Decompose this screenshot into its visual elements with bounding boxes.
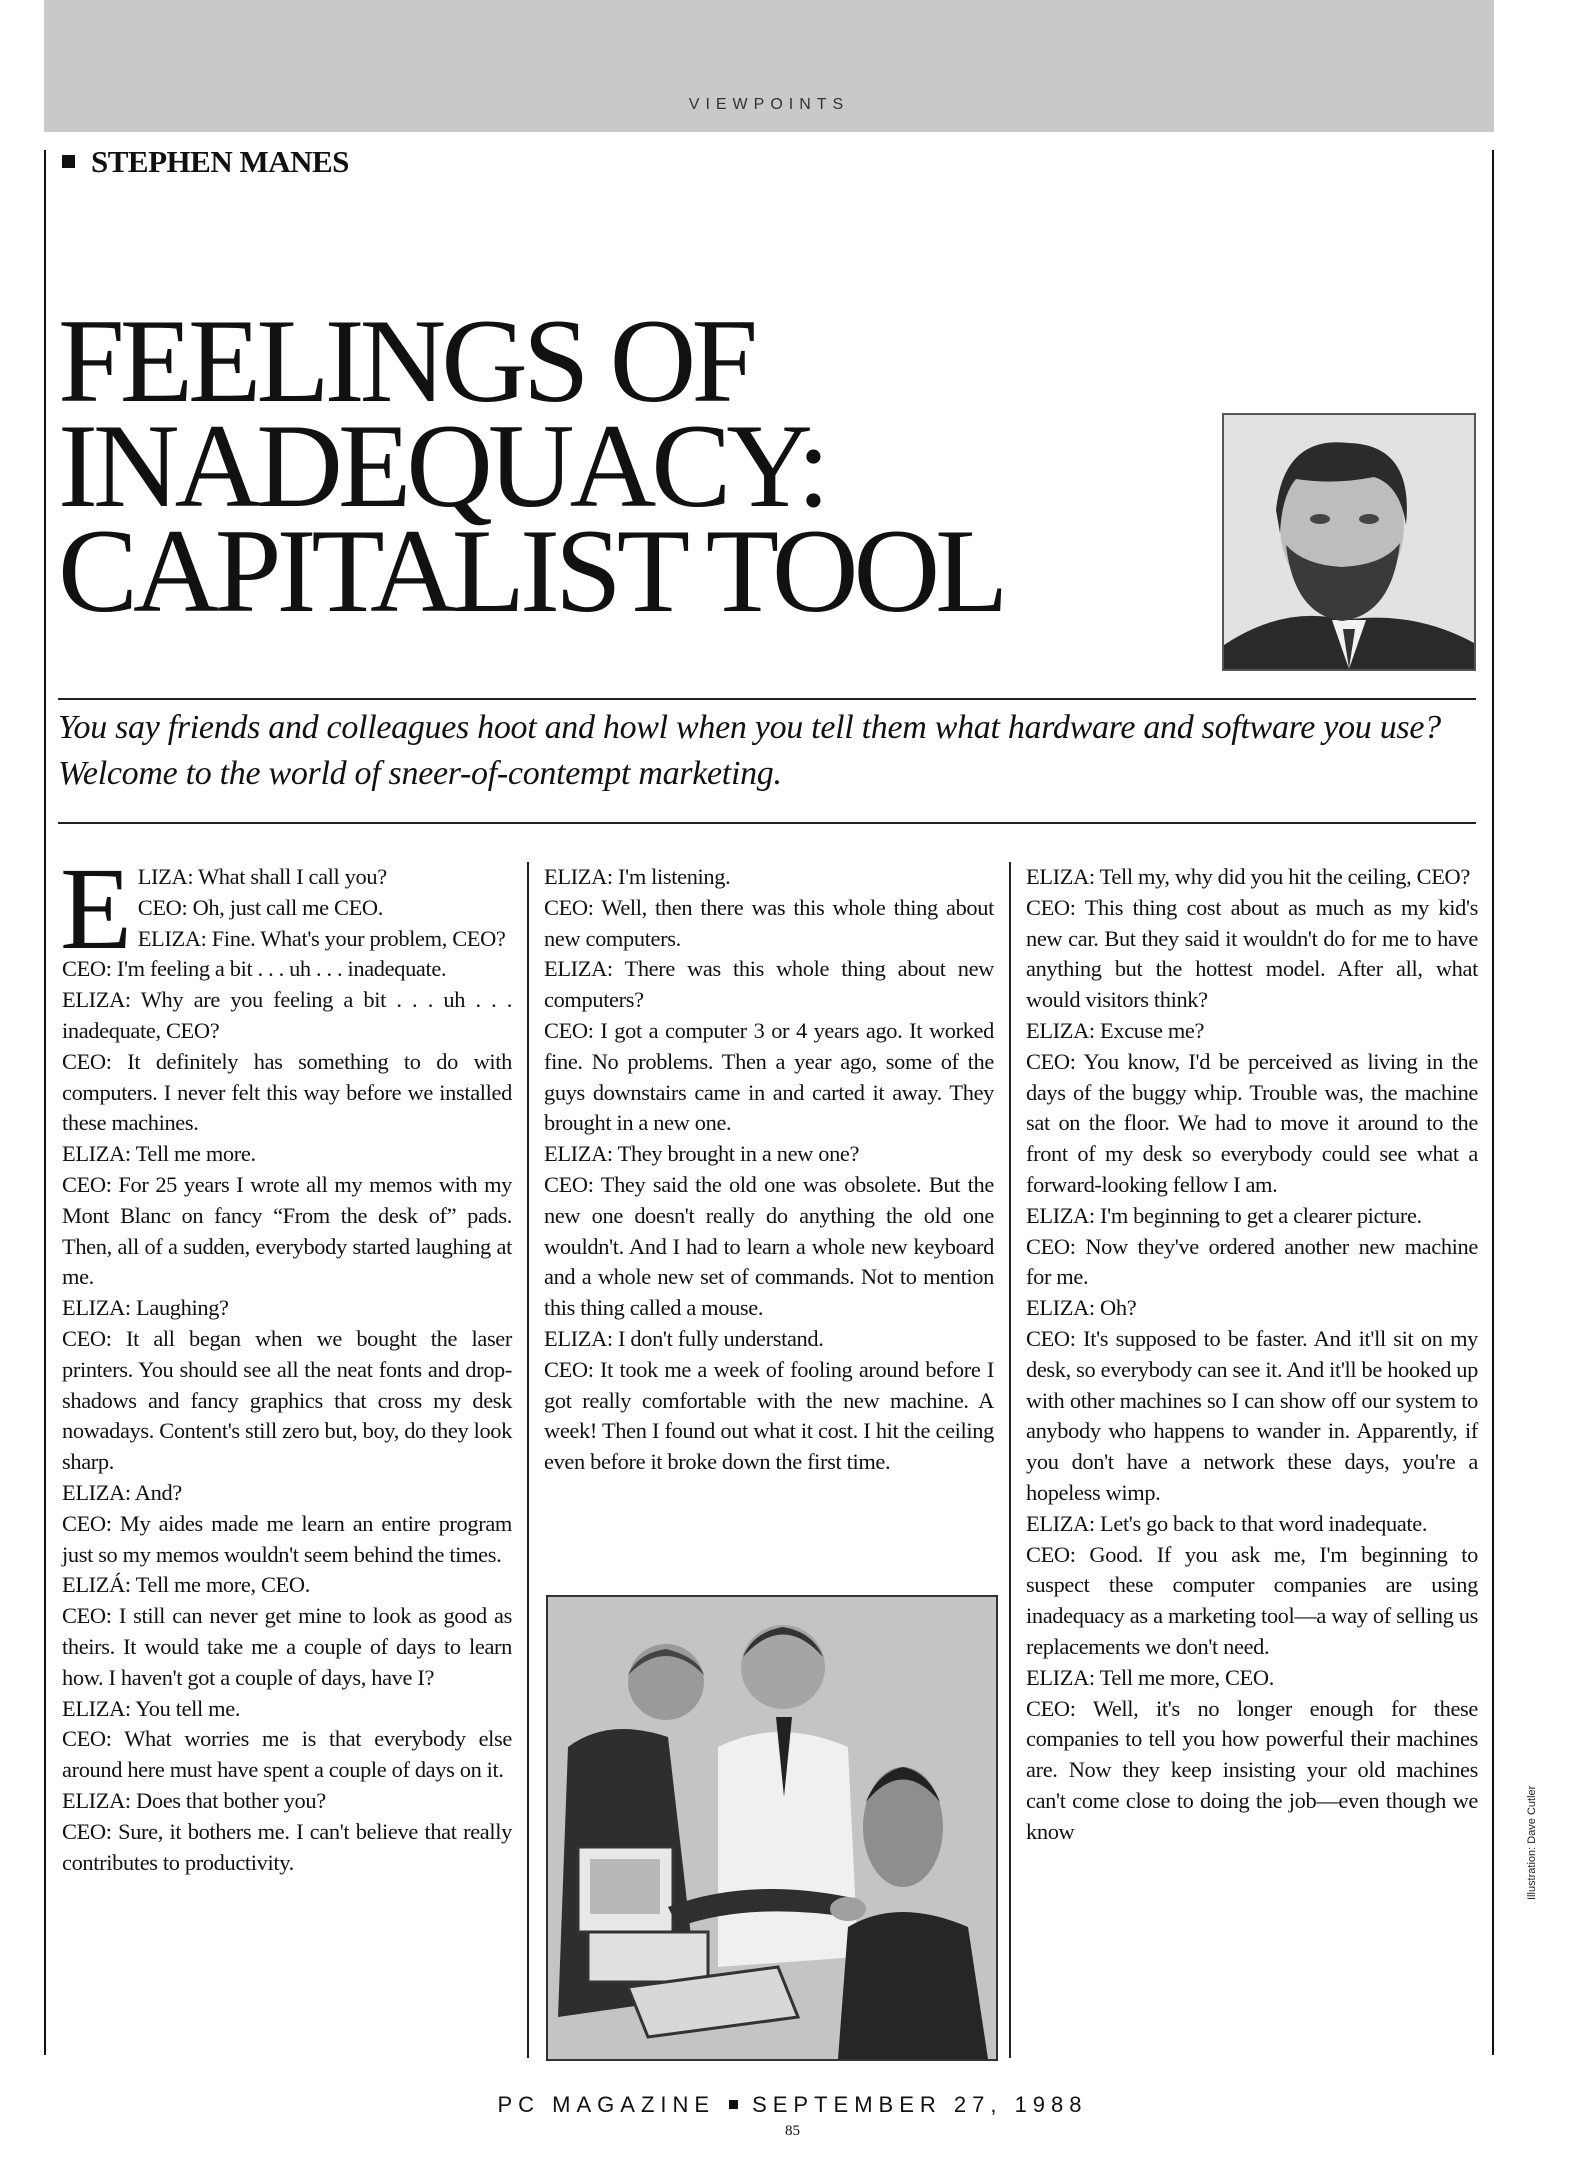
footer: [0, 2092, 1585, 2118]
dialogue-line: ELIZA: I'm beginning to get a clearer picture.: [1026, 1202, 1422, 1228]
dialogue-line: ELIZA: Why are you feeling a bit . . . uh . . . inadequate, CEO?: [62, 987, 512, 1043]
dialogue-line: ELIZA: Does that bother you?: [62, 1787, 326, 1813]
magazine-name: PC MAGAZINE: [497, 2092, 716, 2117]
dialogue-line: CEO: Sure, it bothers me. I can't believe that really contributes to productivity.: [62, 1818, 512, 1875]
dialogue-line: CEO: Good. If you ask me, I'm beginning to suspect these computer companies are using inadequacy as a marketing tool—a way of selling us replacements we don't need.: [1026, 1541, 1478, 1659]
dialogue-line: CEO: Now they've ordered another new machine for me.: [1026, 1233, 1478, 1290]
dialogue-line: ELIZA: You tell me.: [62, 1695, 241, 1721]
deck-top-rule: [58, 698, 1476, 700]
article-column-1: [60, 843, 512, 1878]
dialogue-line: CEO: Oh, just call me CEO.: [137, 894, 383, 920]
dialogue-line: CEO: Well, then there was this whole thing about new computers.: [544, 894, 994, 951]
deck-subheading: You say friends and colleagues hoot and howl when you tell them what hardware and software you use? Welcome to the world of sneer-of-contempt marketing.: [58, 709, 1441, 792]
article-column-3: [1026, 862, 1478, 1848]
dialogue-line: ELIZA: I don't fully understand.: [544, 1325, 824, 1351]
dialogue-line: CEO: You know, I'd be perceived as living in the days of the buggy whip. Trouble was, the machine sat on the floor. We had to move it around to the front of my desk so everybody could see what a forward-looking fellow I am.: [1026, 1048, 1478, 1197]
byline: [62, 144, 349, 180]
dialogue-line: CEO: They said the old one was obsolete. But the new one doesn't really do anything the old one wouldn't. And I had to learn a whole new keyboard and a whole new set of commands. Not to mention this thing called a mouse.: [544, 1171, 994, 1321]
dialogue-line: ELIZA: There was this whole thing about new computers?: [544, 956, 994, 1013]
headline: [58, 294, 1004, 637]
dialogue-line: CEO: This thing cost about as much as my kid's new car. But they said it wouldn't do for me to have anything but the hottest model. After all, what would visitors think?: [1026, 894, 1478, 1013]
column-divider-2: [1009, 862, 1011, 2058]
deck-bottom-rule: [58, 822, 1476, 824]
dialogue-line: ELIZA: Tell my, why did you hit the ceiling, CEO?: [1026, 864, 1470, 889]
author-name: STEPHEN MANES: [91, 144, 349, 179]
dialogue-line: CEO: What worries me is that everybody else around here must have spent a couple of days on it.: [62, 1726, 512, 1783]
right-rule: [1492, 150, 1494, 2055]
column-divider-1: [527, 862, 529, 2058]
header-band: [44, 0, 1494, 132]
dialogue-line: CEO: For 25 years I wrote all my memos with my Mont Blanc on fancy “From the desk of” pads. Then, all of a sudden, everybody started laughing at me.: [62, 1171, 512, 1290]
dialogue-line: ELIZA: Tell me more, CEO.: [1026, 1664, 1274, 1690]
bullet-square-icon: [729, 2100, 738, 2109]
headline-line-1: FEELINGS OF: [58, 294, 754, 427]
dialogue-line: ELIZA: Let's go back to that word inadequate.: [1026, 1510, 1428, 1536]
left-rule: [44, 150, 46, 2055]
dialogue-line: ELIZA: Oh?: [1026, 1295, 1137, 1321]
dialogue-line: CEO: It took me a week of fooling around before I got really comfortable with the new machine. A week! Then I found out what it cost. I hit the ceiling even before it broke down the first time.: [544, 1356, 994, 1475]
dialogue-line: CEO: I got a computer 3 or 4 years ago. It worked fine. No problems. Then a year ago, some of the guys downstairs came in and carted it away. They brought in a new one.: [544, 1017, 994, 1136]
dialogue-line: CEO: It's supposed to be faster. And it'll sit on my desk, so everybody can see it. And it'll be hooked up with other machines so I can show off our system to anybody who happens to wander in. Apparently, if you don't have a network these days, you're a hopeless wimp.: [1026, 1325, 1478, 1505]
article-column-2: [544, 862, 994, 1478]
dialogue-line: ELIZA: And?: [62, 1479, 182, 1505]
dialogue-line: CEO: I still can never get mine to look as good as theirs. It would take me a couple of days to learn how. I haven't got a couple of days, have I?: [62, 1603, 512, 1690]
dialogue-line: ELIZA: Laughing?: [62, 1295, 229, 1321]
dialogue-line: CEO: It definitely has something to do with computers. I never felt this way before we installed these machines.: [62, 1048, 512, 1136]
illustration: [546, 1595, 998, 2061]
issue-date: SEPTEMBER 27, 1988: [752, 2092, 1088, 2117]
page-number: 85: [785, 2123, 800, 2139]
dialogue-line: ELIZA: They brought in a new one?: [544, 1141, 860, 1167]
dialogue-line: CEO: My aides made me learn an entire program just so my memos wouldn't seem behind the times.: [62, 1510, 512, 1567]
dialogue-line: ELIZA: Tell me more.: [62, 1141, 256, 1167]
drop-cap: E: [60, 843, 132, 974]
dialogue-line: CEO: Well, it's no longer enough for these companies to tell you how powerful their machines are. Now they keep insisting your old machines can't come close to doing the job—even though we know: [1026, 1695, 1478, 1844]
dialogue-line: CEO: It all began when we bought the laser printers. You should see all the neat fonts and drop-shadows and fancy graphics that cross my desk nowadays. Content's still zero but, boy, do they look sharp.: [62, 1325, 512, 1475]
author-portrait-drawing: [1224, 415, 1474, 669]
dialogue-line: LIZA: What shall I call you?: [137, 864, 387, 889]
headline-line-3: CAPITALIST TOOL: [58, 504, 1004, 637]
dialogue-line: CEO: I'm feeling a bit . . . uh . . . inadequate.: [62, 956, 447, 982]
headline-line-2: INADEQUACY:: [58, 399, 826, 532]
dialogue-line: ELIZÁ: Tell me more, CEO.: [62, 1572, 310, 1598]
section-label: VIEWPOINTS: [688, 96, 850, 113]
bullet-square-icon: [62, 155, 75, 168]
dialogue-line: ELIZA: I'm listening.: [544, 864, 731, 889]
illustration-drawing: [548, 1597, 996, 2059]
author-portrait: [1222, 413, 1476, 671]
illustration-credit: Illustration: Dave Cutler: [1526, 1785, 1538, 1900]
dialogue-line: ELIZA: Fine. What's your problem, CEO?: [137, 925, 506, 951]
dialogue-line: ELIZA: Excuse me?: [1026, 1017, 1205, 1043]
